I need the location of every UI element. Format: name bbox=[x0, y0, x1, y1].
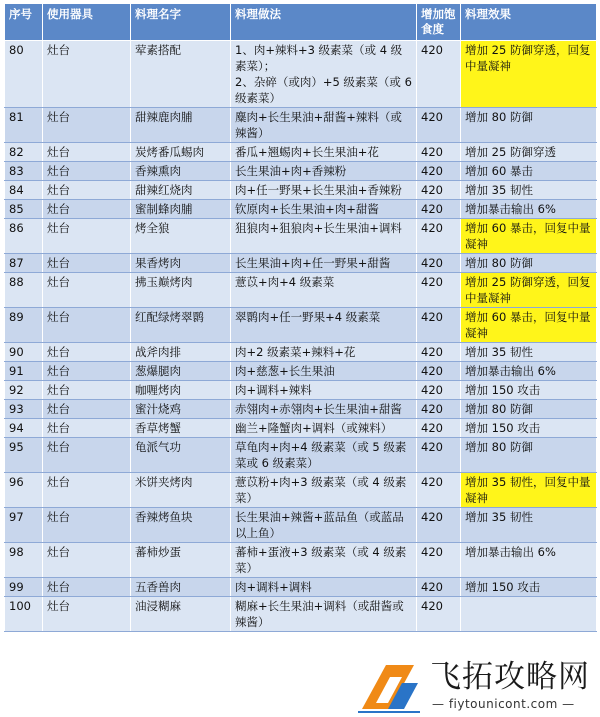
cell-satiety: 420 bbox=[417, 108, 461, 143]
table-row bbox=[5, 362, 597, 381]
cell-effect: 增加暴击输出 6% bbox=[461, 543, 597, 578]
cell-method: 钦原肉+长生果油+肉+甜酱 bbox=[231, 200, 417, 219]
cell-no: 94 bbox=[5, 419, 43, 438]
cell-method: 糊麻+长生果油+调料（或甜酱或辣酱） bbox=[231, 597, 417, 632]
cell-name: 米饼夹烤肉 bbox=[131, 473, 231, 508]
table-row bbox=[5, 200, 597, 219]
cell-no: 92 bbox=[5, 381, 43, 400]
cell-no: 96 bbox=[5, 473, 43, 508]
cell-effect: 增加 35 韧性 bbox=[461, 508, 597, 543]
cell-method: 肉+2 级素菜+辣料+花 bbox=[231, 343, 417, 362]
table-row bbox=[5, 41, 597, 108]
cell-satiety: 420 bbox=[417, 473, 461, 508]
cell-tool: 灶台 bbox=[43, 381, 131, 400]
cell-satiety: 420 bbox=[417, 578, 461, 597]
cell-no: 80 bbox=[5, 41, 43, 108]
cell-method: 番瓜+翘蜴肉+长生果油+花 bbox=[231, 143, 417, 162]
cell-method: 肉+任一野果+长生果油+香辣粉 bbox=[231, 181, 417, 200]
cell-method: 长生果油+肉+香辣粉 bbox=[231, 162, 417, 181]
cell-satiety: 420 bbox=[417, 597, 461, 632]
cell-effect: 增加 150 攻击 bbox=[461, 419, 597, 438]
cell-name: 炭烤番瓜蜴肉 bbox=[131, 143, 231, 162]
cell-tool: 灶台 bbox=[43, 219, 131, 254]
cell-effect: 增加 25 防御穿透，回复中量凝神 bbox=[461, 41, 597, 108]
table-row bbox=[5, 508, 597, 543]
cell-tool: 灶台 bbox=[43, 200, 131, 219]
cell-satiety: 420 bbox=[417, 308, 461, 343]
cell-name: 蕃柿炒蛋 bbox=[131, 543, 231, 578]
header-effect: 料理效果 bbox=[461, 4, 597, 41]
table-row bbox=[5, 419, 597, 438]
cell-no: 100 bbox=[5, 597, 43, 632]
cell-effect: 增加 80 防御 bbox=[461, 254, 597, 273]
cell-method: 麋肉+长生果油+甜酱+辣料（或辣酱） bbox=[231, 108, 417, 143]
cell-effect: 增加 80 防御 bbox=[461, 438, 597, 473]
cell-name: 香草烤蟹 bbox=[131, 419, 231, 438]
cell-method: 薏苡粉+肉+3 级素菜（或 4 级素菜） bbox=[231, 473, 417, 508]
cell-satiety: 420 bbox=[417, 181, 461, 200]
cell-tool: 灶台 bbox=[43, 438, 131, 473]
cell-satiety: 420 bbox=[417, 219, 461, 254]
table-row bbox=[5, 143, 597, 162]
cell-satiety: 420 bbox=[417, 343, 461, 362]
cell-effect: 增加 60 暴击，回复中量凝神 bbox=[461, 219, 597, 254]
cell-method: 赤翎肉+赤翎肉+长生果油+甜酱 bbox=[231, 400, 417, 419]
cell-effect: 增加 150 攻击 bbox=[461, 381, 597, 400]
cell-method: 薏苡+肉+4 级素菜 bbox=[231, 273, 417, 308]
cell-no: 82 bbox=[5, 143, 43, 162]
cell-tool: 灶台 bbox=[43, 362, 131, 381]
header-no: 序号 bbox=[5, 4, 43, 41]
cell-no: 98 bbox=[5, 543, 43, 578]
cell-name: 油浸糊麻 bbox=[131, 597, 231, 632]
header-method: 料理做法 bbox=[231, 4, 417, 41]
cell-tool: 灶台 bbox=[43, 273, 131, 308]
cell-name: 咖喱烤肉 bbox=[131, 381, 231, 400]
cell-method: 蕃柿+蛋液+3 级素菜（或 4 级素菜） bbox=[231, 543, 417, 578]
cell-satiety: 420 bbox=[417, 254, 461, 273]
cell-name: 果香烤肉 bbox=[131, 254, 231, 273]
cell-tool: 灶台 bbox=[43, 543, 131, 578]
cell-no: 87 bbox=[5, 254, 43, 273]
table-row bbox=[5, 108, 597, 143]
watermark-url: — fiytounicont.com — bbox=[432, 697, 575, 711]
cell-method: 1、肉+辣料+3 级素菜（或 4 级素菜）； 2、杂碎（或肉）+5 级素菜（或 6 级素菜） bbox=[231, 41, 417, 108]
cell-name: 龟派气功 bbox=[131, 438, 231, 473]
cell-effect bbox=[461, 597, 597, 632]
cell-name: 战斧肉排 bbox=[131, 343, 231, 362]
cell-name: 拂玉巅烤肉 bbox=[131, 273, 231, 308]
cell-no: 86 bbox=[5, 219, 43, 254]
table-row bbox=[5, 400, 597, 419]
cell-method: 长生果油+肉+任一野果+甜酱 bbox=[231, 254, 417, 273]
table-row bbox=[5, 181, 597, 200]
recipe-table bbox=[4, 3, 597, 632]
cell-method: 肉+调料+辣料 bbox=[231, 381, 417, 400]
header-satiety: 增加饱食度 bbox=[417, 4, 461, 41]
cell-name: 甜辣鹿肉脯 bbox=[131, 108, 231, 143]
cell-name: 葱爆腿肉 bbox=[131, 362, 231, 381]
table-row bbox=[5, 578, 597, 597]
watermark-title: 飞拓攻略网 bbox=[430, 659, 590, 695]
cell-effect: 增加 35 韧性 bbox=[461, 181, 597, 200]
cell-satiety: 420 bbox=[417, 508, 461, 543]
cell-satiety: 420 bbox=[417, 400, 461, 419]
cell-effect: 增加暴击输出 6% bbox=[461, 362, 597, 381]
cell-satiety: 420 bbox=[417, 143, 461, 162]
cell-name: 蜜制蜂肉脯 bbox=[131, 200, 231, 219]
cell-no: 97 bbox=[5, 508, 43, 543]
cell-tool: 灶台 bbox=[43, 162, 131, 181]
watermark bbox=[352, 655, 600, 717]
cell-method: 长生果油+辣酱+蓝品鱼（或蓝品以上鱼） bbox=[231, 508, 417, 543]
cell-tool: 灶台 bbox=[43, 578, 131, 597]
cell-method: 翠鹮肉+任一野果+4 级素菜 bbox=[231, 308, 417, 343]
cell-method: 肉+慈葱+长生果油 bbox=[231, 362, 417, 381]
cell-satiety: 420 bbox=[417, 543, 461, 578]
header-row bbox=[5, 4, 597, 41]
table-row bbox=[5, 597, 597, 632]
cell-satiety: 420 bbox=[417, 162, 461, 181]
cell-no: 93 bbox=[5, 400, 43, 419]
cell-no: 99 bbox=[5, 578, 43, 597]
header-name: 料理名字 bbox=[131, 4, 231, 41]
cell-tool: 灶台 bbox=[43, 508, 131, 543]
cell-effect: 增加 35 韧性，回复中量凝神 bbox=[461, 473, 597, 508]
cell-name: 香辣烤鱼块 bbox=[131, 508, 231, 543]
table-row bbox=[5, 219, 597, 254]
header-tool: 使用器具 bbox=[43, 4, 131, 41]
table-row bbox=[5, 254, 597, 273]
cell-method: 草龟肉+肉+4 级素菜（或 5 级素菜或 6 级素菜） bbox=[231, 438, 417, 473]
cell-satiety: 420 bbox=[417, 273, 461, 308]
cell-tool: 灶台 bbox=[43, 343, 131, 362]
cell-name: 蜜汁烧鸡 bbox=[131, 400, 231, 419]
cell-effect: 增加 60 暴击 bbox=[461, 162, 597, 181]
table-row bbox=[5, 162, 597, 181]
cell-no: 89 bbox=[5, 308, 43, 343]
cell-satiety: 420 bbox=[417, 41, 461, 108]
cell-method: 幽兰+隆蟹肉+调料（或辣料） bbox=[231, 419, 417, 438]
cell-name: 烤全狼 bbox=[131, 219, 231, 254]
cell-tool: 灶台 bbox=[43, 181, 131, 200]
table-row bbox=[5, 308, 597, 343]
table-row bbox=[5, 273, 597, 308]
cell-no: 81 bbox=[5, 108, 43, 143]
feituo-logo-icon bbox=[356, 659, 422, 713]
cell-effect: 增加 150 攻击 bbox=[461, 578, 597, 597]
cell-no: 85 bbox=[5, 200, 43, 219]
cell-method: 肉+调料+调料 bbox=[231, 578, 417, 597]
cell-effect: 增加 25 防御穿透 bbox=[461, 143, 597, 162]
cell-tool: 灶台 bbox=[43, 143, 131, 162]
cell-satiety: 420 bbox=[417, 362, 461, 381]
cell-tool: 灶台 bbox=[43, 108, 131, 143]
cell-name: 五香兽肉 bbox=[131, 578, 231, 597]
cell-effect: 增加暴击输出 6% bbox=[461, 200, 597, 219]
cell-satiety: 420 bbox=[417, 381, 461, 400]
cell-name: 荤素搭配 bbox=[131, 41, 231, 108]
cell-name: 香辣熏肉 bbox=[131, 162, 231, 181]
table-row bbox=[5, 543, 597, 578]
cell-no: 83 bbox=[5, 162, 43, 181]
cell-method: 狙狼肉+狙狼肉+长生果油+调料 bbox=[231, 219, 417, 254]
cell-tool: 灶台 bbox=[43, 597, 131, 632]
cell-effect: 增加 35 韧性 bbox=[461, 343, 597, 362]
cell-no: 90 bbox=[5, 343, 43, 362]
cell-no: 88 bbox=[5, 273, 43, 308]
cell-tool: 灶台 bbox=[43, 308, 131, 343]
table-row bbox=[5, 473, 597, 508]
table-row bbox=[5, 343, 597, 362]
cell-satiety: 420 bbox=[417, 200, 461, 219]
cell-no: 84 bbox=[5, 181, 43, 200]
cell-name: 红配绿烤翠鹮 bbox=[131, 308, 231, 343]
cell-no: 95 bbox=[5, 438, 43, 473]
table-row bbox=[5, 438, 597, 473]
cell-tool: 灶台 bbox=[43, 41, 131, 108]
cell-effect: 增加 25 防御穿透，回复中量凝神 bbox=[461, 273, 597, 308]
cell-tool: 灶台 bbox=[43, 419, 131, 438]
cell-tool: 灶台 bbox=[43, 473, 131, 508]
cell-satiety: 420 bbox=[417, 438, 461, 473]
cell-effect: 增加 80 防御 bbox=[461, 400, 597, 419]
cell-tool: 灶台 bbox=[43, 254, 131, 273]
cell-satiety: 420 bbox=[417, 419, 461, 438]
cell-effect: 增加 60 暴击，回复中量凝神 bbox=[461, 308, 597, 343]
cell-effect: 增加 80 防御 bbox=[461, 108, 597, 143]
cell-no: 91 bbox=[5, 362, 43, 381]
cell-name: 甜辣红烧肉 bbox=[131, 181, 231, 200]
cell-tool: 灶台 bbox=[43, 400, 131, 419]
table-row bbox=[5, 381, 597, 400]
